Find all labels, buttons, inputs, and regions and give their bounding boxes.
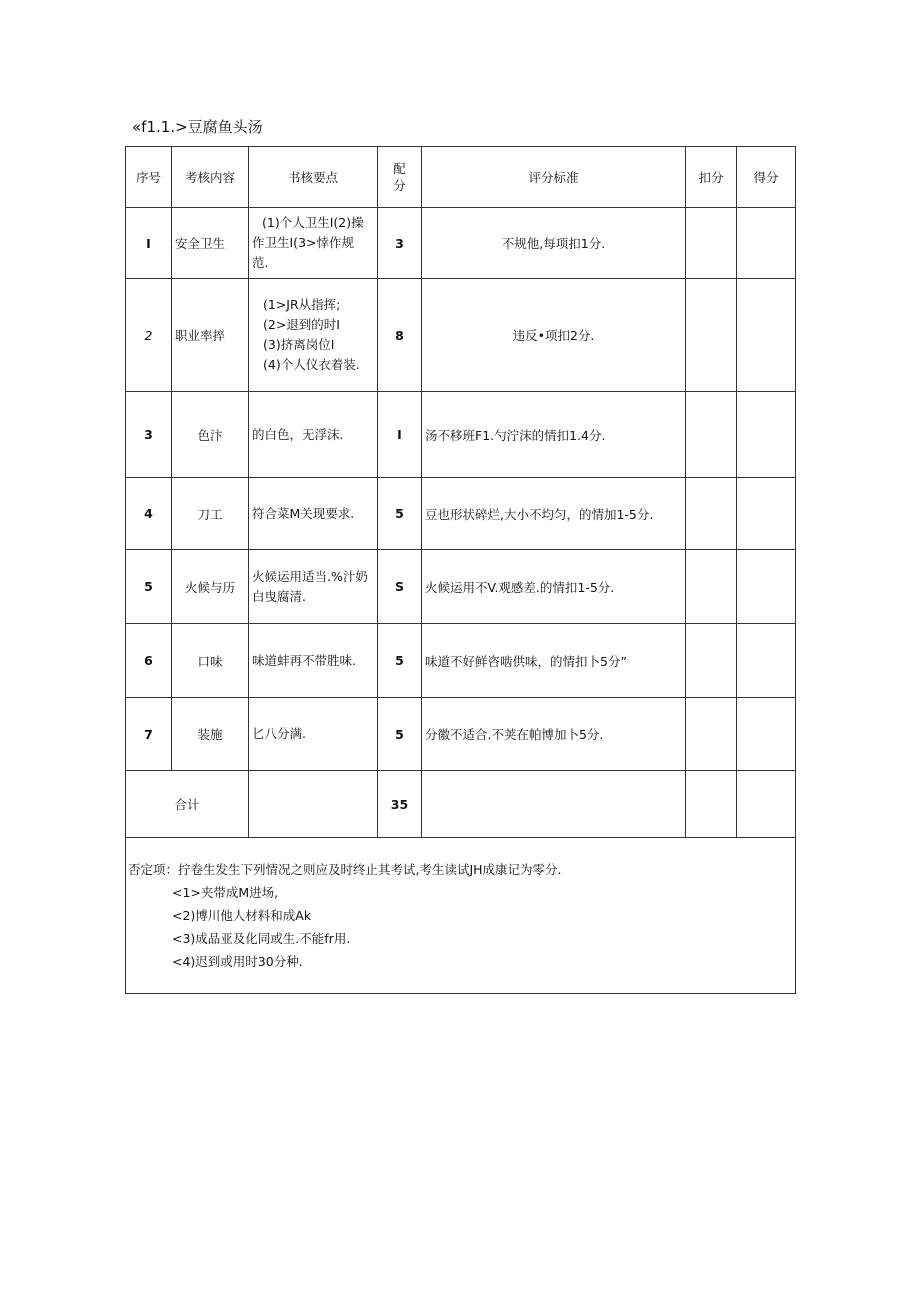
row-get xyxy=(737,478,796,550)
row-deduct xyxy=(686,478,737,550)
row-content: 色汴 xyxy=(172,392,249,478)
row-score: 3 xyxy=(378,208,422,279)
row-content: 口味 xyxy=(172,624,249,698)
row-points: 匕八分满. xyxy=(249,698,378,771)
row-get xyxy=(737,624,796,698)
row-content: 火候与历 xyxy=(172,550,249,624)
row-deduct xyxy=(686,698,737,771)
row-points: 味道蚌再不带胜味. xyxy=(249,624,378,698)
row-seq: I xyxy=(126,208,172,279)
row-criteria: 火候运用不V.观感差.的情扣1-5分. xyxy=(422,550,686,624)
row-seq: 3 xyxy=(126,392,172,478)
point-line: 白曳腐清. xyxy=(252,588,306,604)
table-row xyxy=(126,392,796,478)
row-points xyxy=(249,550,378,624)
point-line: 范. xyxy=(252,255,269,270)
row-get xyxy=(737,279,796,392)
point-line: (1>JR从指挥; xyxy=(263,297,341,312)
point-line: 作卫生I(3>悻作规 xyxy=(252,235,354,250)
row-criteria: 不规他,每项扣1分. xyxy=(422,208,686,279)
table-row xyxy=(126,550,796,624)
notes-cell xyxy=(126,838,796,994)
scoring-table xyxy=(125,146,796,994)
row-score: 5 xyxy=(378,478,422,550)
total-points xyxy=(249,771,378,838)
notes-intro: 否定项：拧卷生发生下列情况之则应及时终止其考试,考生读试JH成康记为零分. xyxy=(128,862,562,877)
header-score-line2: 分 xyxy=(393,178,406,193)
point-line: 火候运用适当.%汁奶 xyxy=(252,568,368,584)
row-seq: 6 xyxy=(126,624,172,698)
header-content: 考核内容 xyxy=(172,147,249,208)
row-score: 8 xyxy=(378,279,422,392)
row-criteria: 汤不移班F1.勺泞沫的情扣1.4分. xyxy=(422,392,686,478)
row-deduct xyxy=(686,208,737,279)
row-score: 5 xyxy=(378,624,422,698)
row-get xyxy=(737,698,796,771)
table-row xyxy=(126,208,796,279)
row-seq: 4 xyxy=(126,478,172,550)
row-criteria: 分徽不适合.不荚在帕博加卜5分. xyxy=(422,698,686,771)
row-points xyxy=(249,279,378,392)
row-seq: 7 xyxy=(126,698,172,771)
header-row xyxy=(126,147,796,208)
point-line: (2>退到的时I xyxy=(263,317,340,332)
point-line: (4)个人仪衣着装. xyxy=(263,357,360,372)
row-content: 职业率捽 xyxy=(172,279,249,392)
row-deduct xyxy=(686,279,737,392)
header-criteria: 评分标准 xyxy=(422,147,686,208)
document-title: «f1.1.>豆腐鱼头汤 xyxy=(132,118,263,136)
row-content: 安全卫生 xyxy=(172,208,249,279)
note-item: <4)迟到或用时30分种. xyxy=(172,954,303,969)
note-item: <2)博川他人材料和成Ak xyxy=(172,908,312,923)
row-seq: 5 xyxy=(126,550,172,624)
row-score: I xyxy=(378,392,422,478)
total-score: 35 xyxy=(378,771,422,838)
row-score: 5 xyxy=(378,698,422,771)
row-criteria: 豆也形状碎烂,大小不均匀，的情加1-5分. xyxy=(422,478,686,550)
table-row xyxy=(126,698,796,771)
total-get xyxy=(737,771,796,838)
table-row xyxy=(126,279,796,392)
row-content: 刀工 xyxy=(172,478,249,550)
header-get: 得分 xyxy=(737,147,796,208)
note-item: <3)成品亚及化同或生.不能fr用. xyxy=(172,931,351,946)
row-get xyxy=(737,550,796,624)
row-seq: 2 xyxy=(126,279,172,392)
row-criteria: 味道不好鲜咨啮供味，的情扣卜5分” xyxy=(422,624,686,698)
row-deduct xyxy=(686,624,737,698)
row-get xyxy=(737,392,796,478)
header-points: 书核要点 xyxy=(249,147,378,208)
total-deduct xyxy=(686,771,737,838)
row-deduct xyxy=(686,550,737,624)
total-label: 合计 xyxy=(126,771,249,838)
row-get xyxy=(737,208,796,279)
table-row xyxy=(126,624,796,698)
table-row xyxy=(126,478,796,550)
point-line: (3)挤离岗位I xyxy=(263,337,335,352)
point-line: (1)个人卫生I(2)操 xyxy=(262,215,364,230)
row-criteria: 违反•项扣2分. xyxy=(422,279,686,392)
row-points: 的白色，无浮沫. xyxy=(249,392,378,478)
row-points xyxy=(249,208,378,279)
header-score-line1: 配 xyxy=(393,161,406,176)
notes-row xyxy=(126,838,796,994)
total-row xyxy=(126,771,796,838)
header-deduct: 扣分 xyxy=(686,147,737,208)
total-criteria xyxy=(422,771,686,838)
header-seq: 序号 xyxy=(126,147,172,208)
row-deduct xyxy=(686,392,737,478)
row-content: 装施 xyxy=(172,698,249,771)
row-score: S xyxy=(378,550,422,624)
row-points: 符合菜M关现要求. xyxy=(249,478,378,550)
header-score xyxy=(378,147,422,208)
note-item: <1>夹带成M进场, xyxy=(172,885,279,900)
